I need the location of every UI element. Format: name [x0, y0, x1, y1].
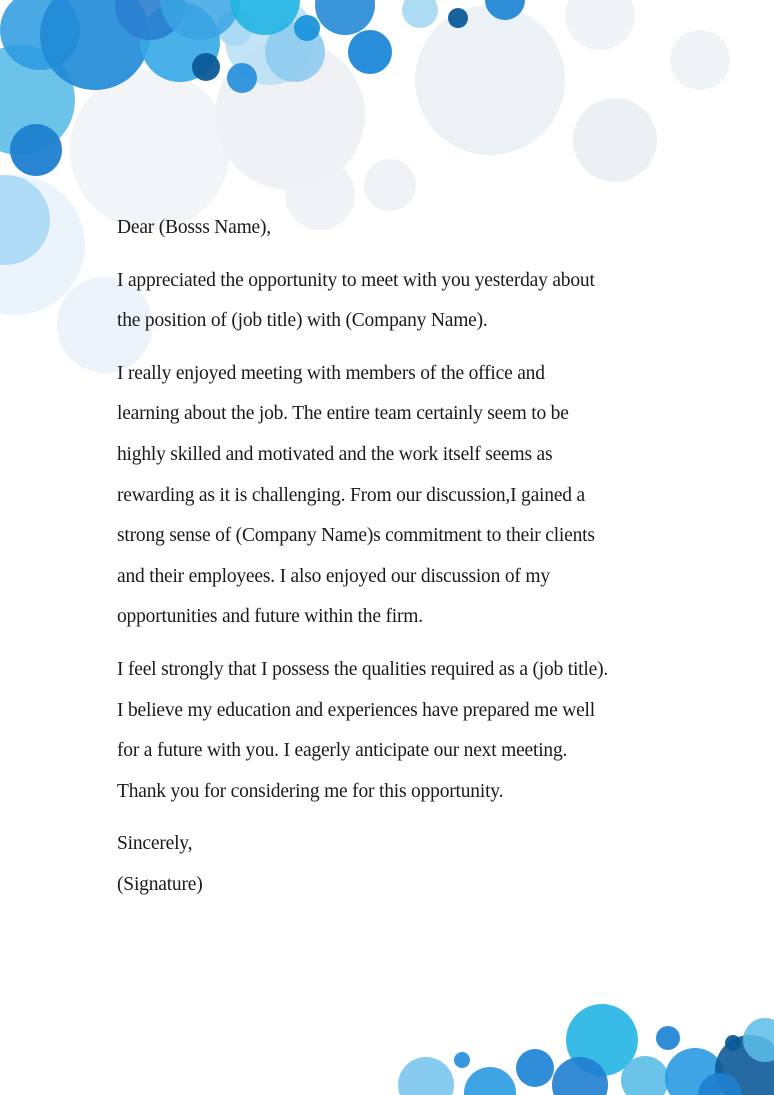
- bubble: [565, 0, 635, 50]
- closing-block: [117, 824, 677, 905]
- closing: Sincerely,: [117, 833, 193, 855]
- bubble: [454, 1052, 470, 1068]
- paragraph-line: strong sense of (Company Name)s commitment to their clients: [117, 525, 595, 547]
- letter-body: [117, 208, 677, 906]
- bottom-right-bubbles: [398, 1004, 774, 1095]
- paragraph-line: opportunities and future within the firm.: [117, 606, 423, 628]
- paragraph-2: [117, 354, 677, 638]
- bubble: [398, 1057, 454, 1095]
- paragraph-line: I appreciated the opportunity to meet with you yesterday about: [117, 269, 595, 291]
- bubble: [70, 70, 230, 230]
- bubble: [315, 0, 375, 35]
- signature-placeholder: (Signature): [117, 873, 203, 895]
- paragraph-line: I really enjoyed meeting with members of the office and: [117, 362, 545, 384]
- bubble: [192, 53, 220, 81]
- paragraph-line: the position of (job title) with (Company Name).: [117, 310, 488, 332]
- bubble: [294, 15, 320, 41]
- paragraph-line: learning about the job. The entire team certainly seem to be: [117, 403, 569, 425]
- paragraph-line: Thank you for considering me for this opportunity.: [117, 780, 504, 802]
- bubble: [448, 8, 468, 28]
- paragraph-line: highly skilled and motivated and the work itself seems as: [117, 443, 553, 465]
- bubble: [656, 1026, 680, 1050]
- bubble: [464, 1067, 516, 1095]
- paragraph-1: [117, 261, 677, 342]
- bubble: [670, 30, 730, 90]
- bubble: [573, 98, 657, 182]
- bubble: [348, 30, 392, 74]
- bubble: [227, 63, 257, 93]
- paragraph-line: for a future with you. I eagerly anticipate our next meeting.: [117, 740, 568, 762]
- bubble: [364, 159, 416, 211]
- paragraph-3: [117, 650, 677, 812]
- paragraph-line: I believe my education and experiences have prepared me well: [117, 699, 595, 721]
- greeting: Dear (Bosss Name),: [117, 217, 271, 238]
- bubble: [402, 0, 438, 28]
- paragraph-line: rewarding as it is challenging. From our discussion,I gained a: [117, 484, 585, 506]
- paragraph-line: I feel strongly that I possess the qualities required as a (job title).: [117, 658, 609, 680]
- paragraph-line: and their employees. I also enjoyed our discussion of my: [117, 565, 550, 587]
- bubble: [516, 1049, 554, 1087]
- bubble: [10, 124, 62, 176]
- bubble: [415, 5, 565, 155]
